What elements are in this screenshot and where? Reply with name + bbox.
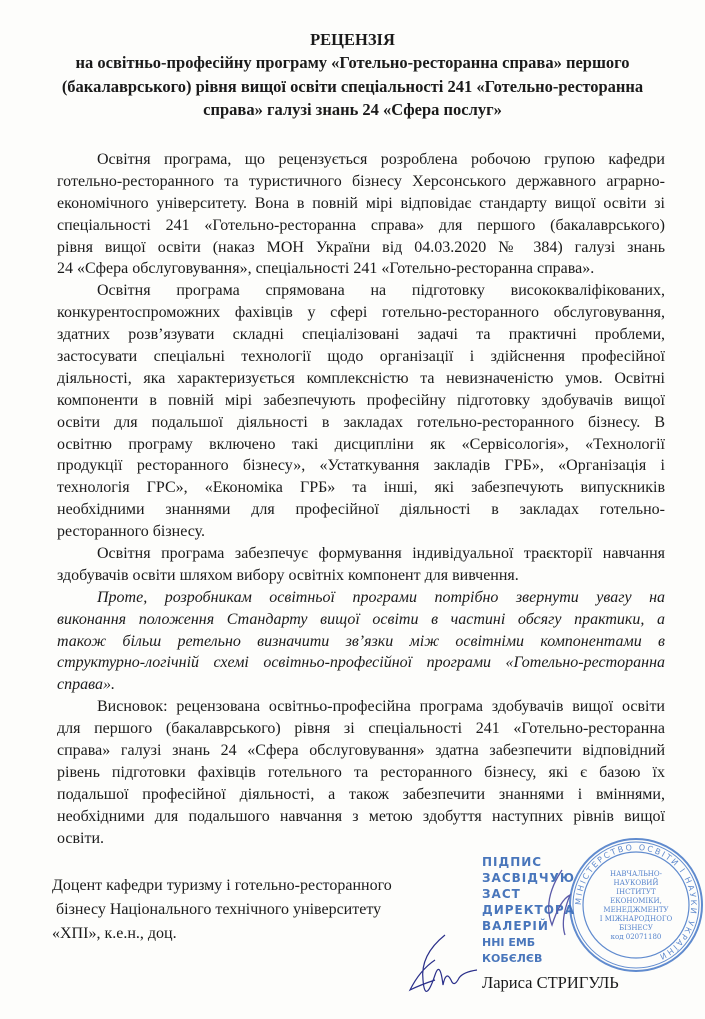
seal-ring-text: МІНІСТЕРСТВО ОСВІТИ І НАУКИ УКРАЇНИ: [573, 842, 699, 963]
seal-text: БІЗНЕСУ: [619, 924, 653, 932]
stamp-official-line: ЗАСТ: [482, 887, 521, 901]
paragraph: [57, 280, 665, 543]
seal-text: код 02071180: [610, 933, 662, 941]
reviewer-position: [52, 874, 392, 946]
text-line: необхідними для подальшого навчання з метою здобуття наступних рівнів вищої: [57, 807, 665, 825]
reviewer-name: Лариса СТРИГУЛЬ: [482, 973, 619, 992]
stamp-official-right: ННІ ЕМБ: [482, 936, 536, 949]
title-line: на освітньо-професійну програму «Готельно-ресторанна справа» першого: [75, 53, 630, 73]
text-line: необхідними знаннями для професійної діяльності в закладах готельно-: [57, 501, 665, 519]
seal-text: І МІЖНАРОДНОГО: [599, 915, 673, 923]
text-line: продукції ресторанного бізнесу», «Устаткування закладів ГРБ», «Організація і: [57, 457, 665, 475]
text-line: виконання положення Стандарту вищої освіти в частині обсягу практики, а: [57, 610, 665, 628]
text-line: ресторанного бізнесу.: [57, 523, 206, 541]
text-line: подальшої професійної діяльності, а також забезпечити знаннями і вміннями,: [57, 785, 665, 803]
seal-text: НАУКОВИЙ: [613, 879, 659, 887]
text-line: діяльності, яка характеризується комплексністю та невизначеністю умов. Освітні: [57, 369, 665, 387]
paragraph: [57, 696, 665, 849]
position-line: Доцент кафедри туризму і готельно-ресторанного: [52, 877, 392, 894]
text-line: Освітня програма, що рецензується розроблена робочою групою кафедри: [97, 151, 665, 168]
stamp-official-right: КОБЄЛЄВ: [482, 952, 543, 965]
text-line: конкурентоспроможних фахівців у сфері готельно-ресторанного обслуговування,: [57, 304, 665, 322]
seal-text: МЕНЕДЖМЕНТУ: [603, 906, 669, 914]
text-line: 24 «Сфера обслуговування», спеціальності 241 «Готельно-ресторанна справа».: [57, 260, 595, 278]
text-line: Освітня програма забезпечує формування індивідуальної траєкторії навчання: [97, 545, 665, 563]
document-body: [57, 149, 665, 850]
stamp-certify-line: ПІДПИС: [482, 855, 543, 869]
reviewer-signature: [405, 930, 480, 1010]
text-line: також більш ретельно визначити зв’язки між освітніми компонентами в: [57, 632, 665, 650]
text-line: Проте, розробникам освітньої програми потрібно звернути увагу на: [97, 588, 665, 606]
text-line: освіти.: [57, 829, 105, 847]
stamp-official-line: ВАЛЕРІЙ: [482, 919, 549, 933]
text-line: здобувачів освіти шляхом вибору освітніх компонент для вивчення.: [57, 566, 519, 584]
text-line: компоненти в повній мірі забезпечують професійну підготовку здобувачів вищої: [57, 391, 665, 409]
text-line: здатних розв’язувати складні спеціалізовані задачі та практичні проблеми,: [57, 326, 665, 344]
paragraph: [57, 587, 665, 696]
text-line: справа».: [57, 676, 115, 694]
text-line: структурно-логічній схемі освітньо-професійної програми «Готельно-ресторанна: [57, 654, 665, 672]
text-line: для першого (бакалаврського) рівня зі спеціальності 241 «Готельно-ресторанна: [57, 720, 665, 738]
text-line: Освітня програма спрямована на підготовку висококваліфікованих,: [97, 282, 665, 300]
text-line: рівня вищої освіти (наказ МОН України від 04.03.2020 № 384) галузі знань: [57, 238, 665, 256]
text-line: справа» галузі знань 24 «Сфера обслуговування» здатна забезпечити відповідний: [57, 742, 665, 760]
text-line: застосувати спеціальні технології щодо організації і здійснення професійної: [57, 348, 665, 366]
position-line: «ХПІ», к.е.н., доц.: [52, 925, 177, 942]
paragraph: [57, 149, 665, 280]
title-line: справа» галузі знань 24 «Сфера послуг»: [203, 100, 502, 120]
seal-text: ЕКОНОМІКИ,: [610, 897, 662, 905]
text-line: рівень підготовки фахівців готельного та ресторанного бізнесу, які є базою їх: [57, 763, 665, 781]
text-line: економічного університету. Вона в повній мірі відповідає стандарту вищої освіти зі: [57, 194, 665, 212]
position-line: бізнесу Національного технічного університету: [52, 901, 382, 918]
paragraph: [57, 543, 665, 587]
title-heading: РЕЦЕНЗІЯ: [310, 30, 395, 49]
text-line: технологія ГРС», «Економіка ГРБ» та інші, які забезпечують випускників: [57, 479, 665, 497]
seal-text: НАВЧАЛЬНО-: [609, 870, 663, 878]
seal-text: ІНСТИТУТ: [616, 888, 656, 896]
text-line: спеціальності 241 «Готельно-ресторанна справа» для першого (бакалаврського): [57, 216, 665, 234]
text-line: освітню програму включено такі дисципліни як «Сервісологія», «Технології: [57, 435, 665, 453]
document-title: [0, 28, 705, 122]
stamp-certify-line: ЗАСВІДЧУЮ: [482, 871, 575, 885]
stamp-official-line: ДИРЕКТОРА: [482, 903, 575, 917]
title-line: (бакалаврського) рівня вищої освіти спеціальності 241 «Готельно-ресторанна: [61, 76, 644, 96]
text-line: готельно-ресторанного та туристичного бізнесу Херсонського державного аграрно-: [57, 172, 665, 190]
text-line: Висновок: рецензована освітньо-професійна програма здобувачів вищої освіти: [97, 698, 665, 716]
text-line: освіти для подальшої діяльності в закладах готельно-ресторанного бізнесу. В: [57, 413, 665, 431]
